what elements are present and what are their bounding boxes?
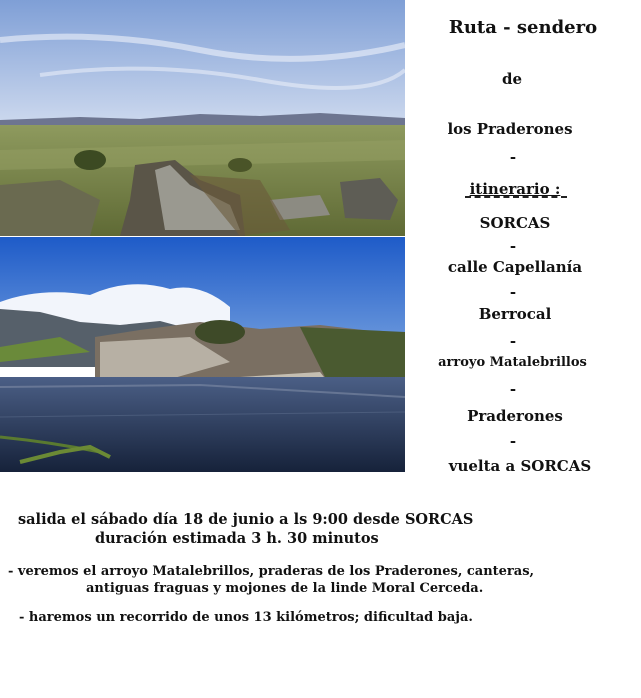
separator-dash: - [509,148,517,166]
landscape-illustration [0,0,405,236]
highlights-line-1: - veremos el arroyo Matalebrillos, praderas de los Praderones, canteras, [8,564,535,579]
reservoir-photo [0,237,405,472]
stop-sorcas: SORCAS [479,214,551,232]
highlights-line-2: antiguas fraguas y mojones de la linde Moral Cerceda. [86,581,484,596]
duration-text: duración estimada 3 h. 30 minutos [95,530,379,547]
departure-text: salida el sábado día 18 de junio a ls 9:00 desde SORCAS [18,511,474,528]
separator-dash: - [509,432,517,450]
itinerary-label: itinerario : [469,180,561,198]
distance-text: - haremos un recorrido de unos 13 kilómetros; dificultad baja. [19,610,473,625]
itinerary-underline [465,196,567,198]
route-panel [405,0,641,480]
route-title: Ruta - sendero [448,17,598,38]
stop-arroyo: arroyo Matalebrillos [438,355,587,370]
separator-dash: - [509,237,517,255]
stop-berrocal: Berrocal [478,305,552,323]
route-place: los Praderones [447,120,573,138]
stop-praderones: Praderones [467,407,563,425]
route-de: de [501,70,523,88]
stop-return: vuelta a SORCAS [448,457,592,475]
separator-dash: - [509,283,517,301]
separator-dash: - [509,332,517,350]
separator-dash: - [509,380,517,398]
landscape-photo [0,0,405,236]
reservoir-illustration [0,237,405,472]
stop-capellania: calle Capellanía [447,258,583,276]
